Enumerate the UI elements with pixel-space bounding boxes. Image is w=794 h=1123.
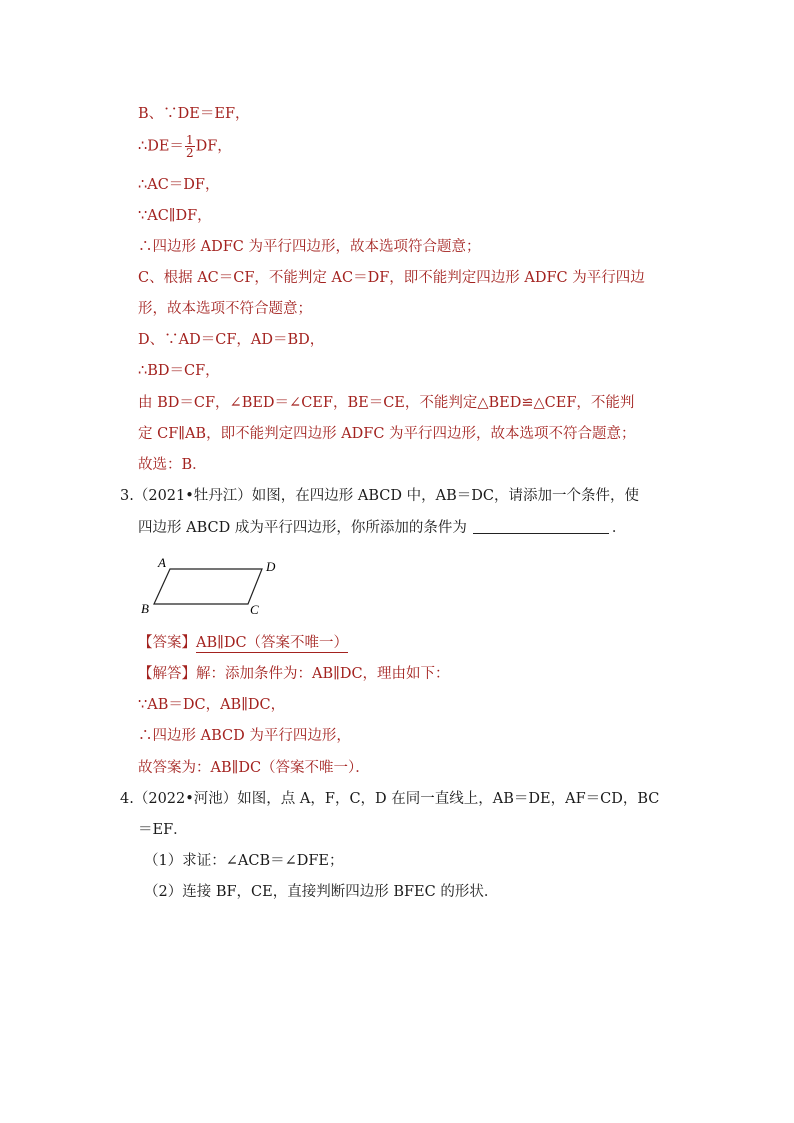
solution-line-c: C、根据 AC＝CF，不能判定 AC＝DF，即不能判定四边形 ADFC 为平行四边 <box>138 270 645 286</box>
question-3-line-1 <box>120 486 639 506</box>
question-3-line-2 <box>138 518 626 538</box>
solution-text-3: ∴四边形 ABCD 为平行四边形， <box>138 728 351 744</box>
solution-line-d: D、∵AD＝CF，AD＝BD， <box>138 332 325 348</box>
solution-text-1: 解：添加条件为：AB∥DC，理由如下： <box>196 666 450 682</box>
question-4-line-1 <box>120 789 659 809</box>
question-4-line-2: ＝EF． <box>138 822 188 838</box>
question-3-period: ． <box>611 520 627 536</box>
question-3-number: 3. <box>120 488 134 504</box>
solution-line-ac-df: ∴AC＝DF， <box>138 177 220 193</box>
answer-line <box>138 633 348 653</box>
solution-line-c-cont: 形，故本选项不符合题意； <box>138 301 312 317</box>
question-3-text-2: 四边形 ABCD 成为平行四边形，你所添加的条件为 <box>138 520 467 536</box>
solution-line-d-reason-cont: 定 CF∥AB，即不能判定四边形 ADFC 为平行四边形，故本选项不符合题意； <box>138 426 636 442</box>
vertex-label-c: C <box>250 602 259 617</box>
solution-line-choice: 故选：B． <box>138 457 207 473</box>
vertex-label-d: D <box>266 559 276 574</box>
vertex-label-a: A <box>158 555 166 570</box>
fraction-denominator: 2 <box>185 146 194 160</box>
parallelogram-figure <box>138 553 288 619</box>
parallelogram-shape <box>154 569 262 604</box>
solution-text-4: 故答案为：AB∥DC（答案不唯一）． <box>138 760 370 776</box>
solution-heading-line <box>138 664 450 684</box>
solution-line-ac-parallel: ∵AC∥DF， <box>138 208 212 224</box>
fraction-numerator: 1 <box>185 133 194 147</box>
solution-line-bd-cf: ∴BD＝CF， <box>138 363 220 379</box>
solution-line-d-reason: 由 BD＝CF，∠BED＝∠CEF，BE＝CE，不能判定△BED≌△CEF，不能判 <box>138 395 635 411</box>
question-4-text-1: （2022•河池）如图，点 A，F，C，D 在同一直线上，AB＝DE，AF＝CD，BC <box>133 791 660 807</box>
answer-text: AB∥DC（答案不唯一） <box>196 635 349 651</box>
solution-line-fraction <box>138 134 232 159</box>
solution-line-b: B、∵DE＝EF， <box>138 106 250 122</box>
fraction-one-half <box>185 134 195 159</box>
question-4-part-1: （1）求证：∠ACB＝∠DFE； <box>144 853 344 869</box>
solution-tag: 【解答】 <box>138 666 196 682</box>
question-3-text-1: （2021•牡丹江）如图，在四边形 ABCD 中，AB＝DC，请添加一个条件，使 <box>133 488 639 504</box>
fraction-suffix: DF， <box>195 138 232 155</box>
answer-blank[interactable] <box>473 519 609 534</box>
solution-line-conclusion-b: ∴四边形 ADFC 为平行四边形，故本选项符合题意； <box>138 239 481 255</box>
vertex-label-b: B <box>141 601 149 616</box>
question-4-part-2: （2）连接 BF，CE，直接判断四边形 BFEC 的形状． <box>144 884 499 900</box>
fraction-prefix: ∴DE＝ <box>138 138 184 155</box>
question-4-number: 4. <box>120 791 134 807</box>
answer-tag: 【答案】 <box>138 635 196 651</box>
solution-text-2: ∵AB＝DC，AB∥DC， <box>138 697 286 713</box>
